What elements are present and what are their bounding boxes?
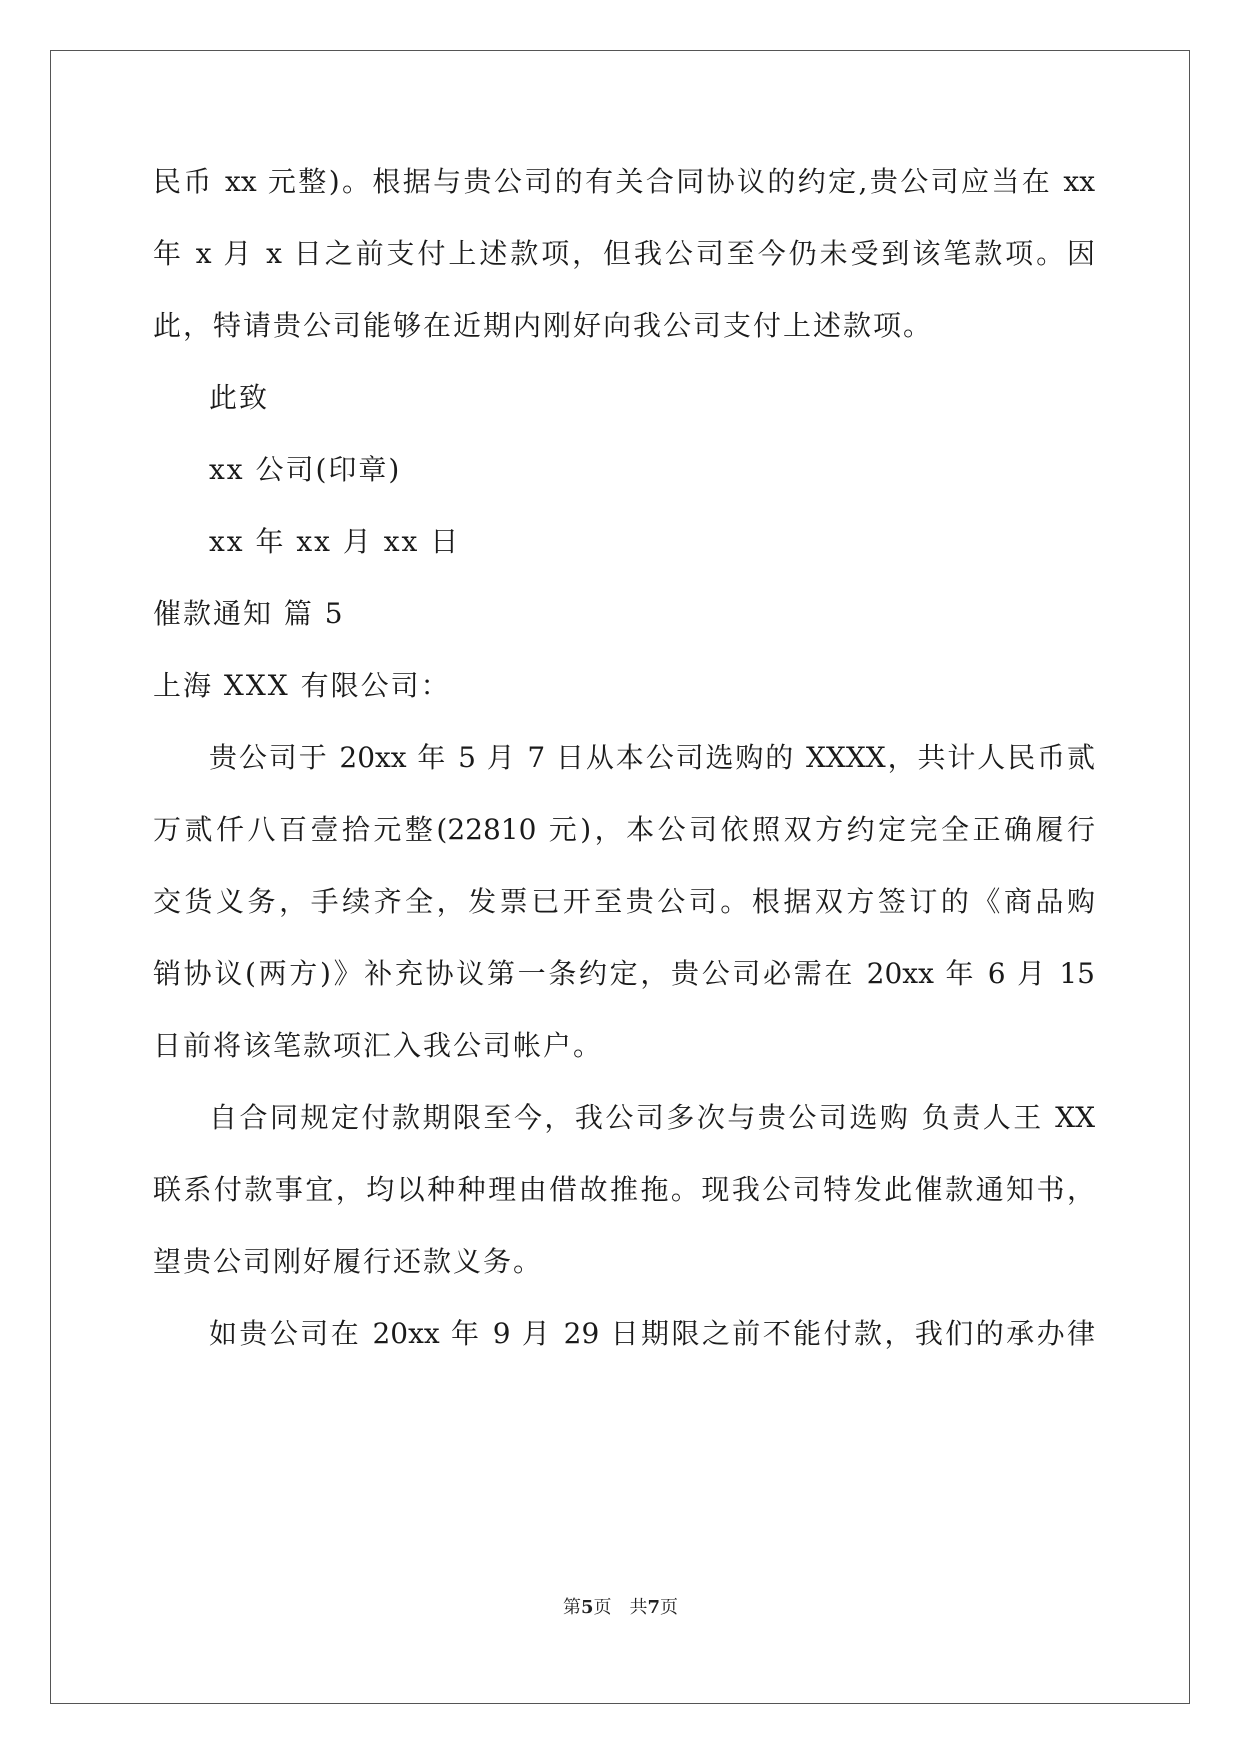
recipient-line: 上海 XXX 有限公司：	[153, 669, 451, 702]
page-total-number: 7	[647, 1597, 661, 1618]
body-line: 年 x 月 x 日之前支付上述款项，但我公司至今仍未受到该笔款项。因	[153, 237, 1095, 270]
page-footer	[0, 1597, 1241, 1619]
signature-company: xx 公司(印章)	[209, 453, 402, 486]
page-prefix: 第	[562, 1597, 581, 1618]
body-line: 如贵公司在 20xx 年 9 月 29 日期限之前不能付款，我们的承办律	[209, 1317, 1095, 1350]
closing-salutation: 此致	[209, 381, 270, 414]
page-current-number: 5	[580, 1597, 594, 1618]
section-heading: 催款通知 篇 5	[153, 597, 345, 630]
body-line: 自合同规定付款期限至今，我公司多次与贵公司选购 负责人王 XX	[209, 1101, 1095, 1134]
body-line: 此，特请贵公司能够在近期内刚好向我公司支付上述款项。	[153, 309, 934, 342]
body-line: 望贵公司刚好履行还款义务。	[153, 1245, 544, 1278]
body-line: 交货义务，手续齐全，发票已开至贵公司。根据双方签订的《商品购	[153, 885, 1095, 918]
body-line: 日前将该笔款项汇入我公司帐户。	[153, 1029, 604, 1062]
body-line: 万贰仟八百壹拾元整(22810 元)，本公司依照双方约定完全正确履行	[153, 813, 1095, 846]
body-line: 销协议(两方)》补充协议第一条约定，贵公司必需在 20xx 年 6 月 15	[153, 957, 1095, 990]
signature-date: xx 年 xx 月 xx 日	[209, 525, 461, 558]
body-line: 民币 xx 元整)。根据与贵公司的有关合同协议的约定,贵公司应当在 xx	[153, 165, 1095, 198]
body-line: 联系付款事宜，均以种种理由借故推拖。现我公司特发此催款通知书，	[153, 1173, 1095, 1206]
page-suffix: 页	[660, 1597, 679, 1618]
body-line: 贵公司于 20xx 年 5 月 7 日从本公司选购的 XXXX，共计人民币贰	[209, 741, 1095, 774]
page-border	[50, 50, 1190, 1704]
page-middle-text: 页 共	[593, 1597, 648, 1618]
